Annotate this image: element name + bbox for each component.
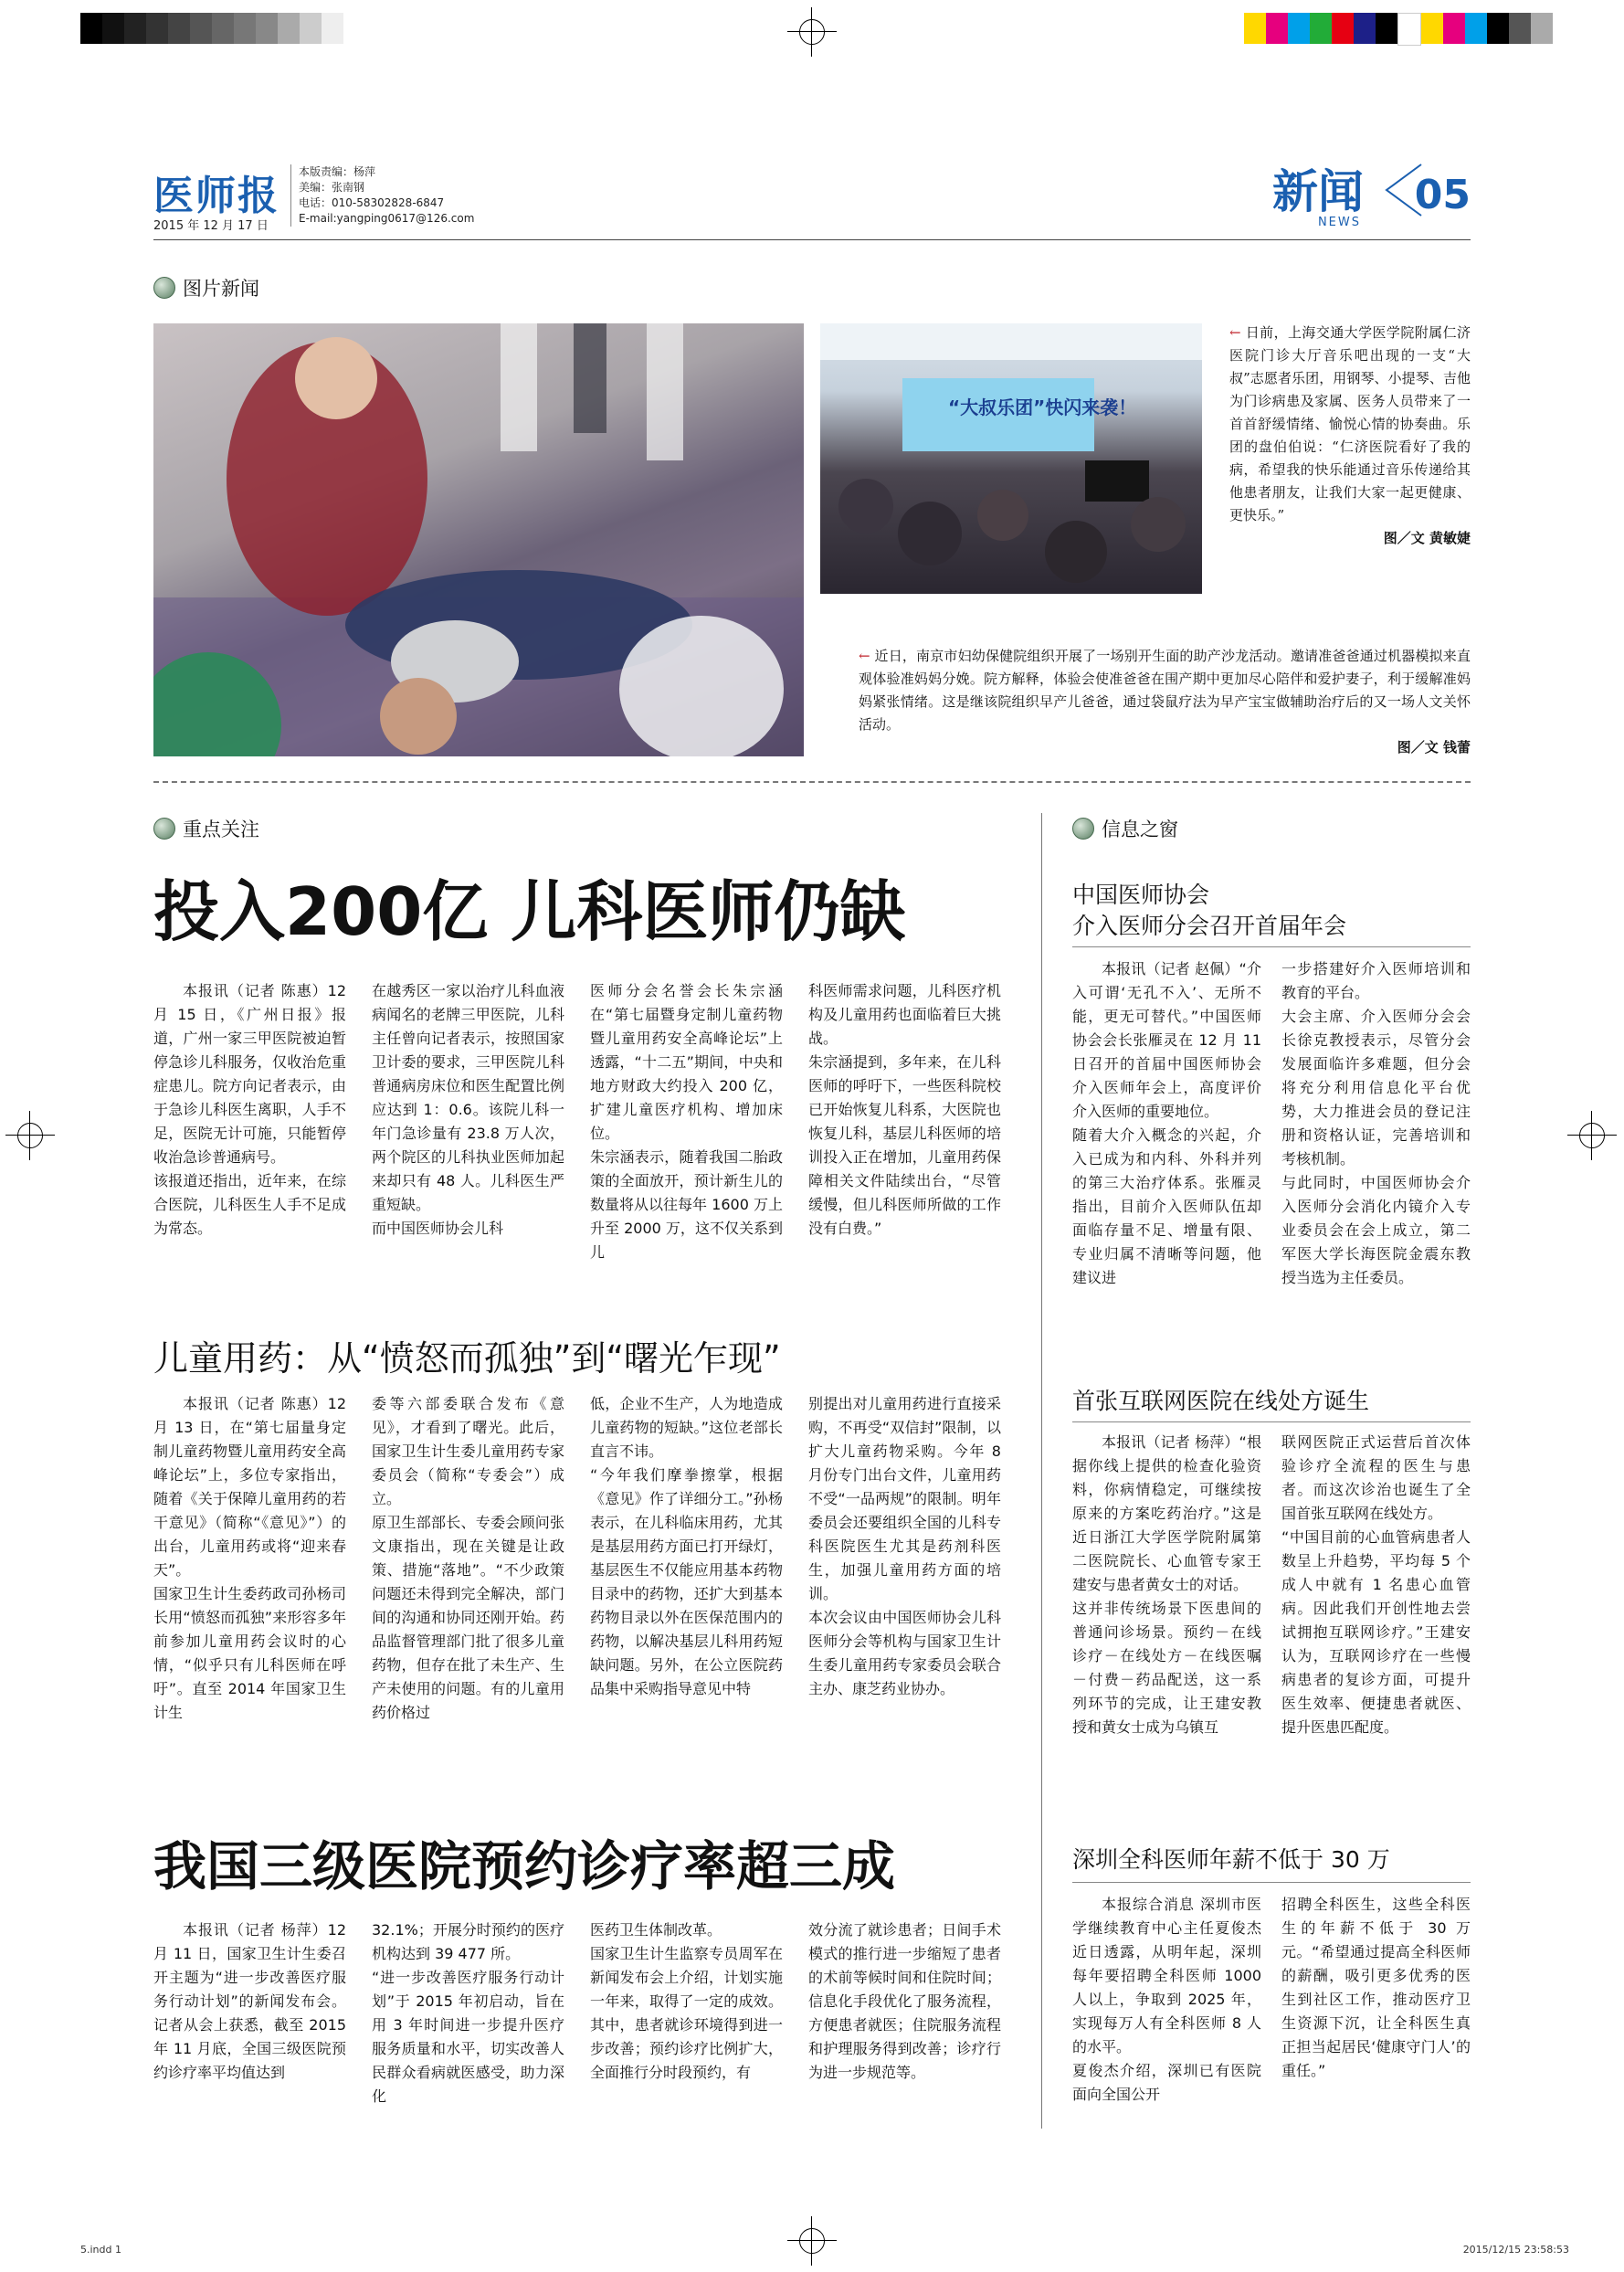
- crop-mark-top: [787, 7, 837, 57]
- editor-line: 本版责编：杨萍: [299, 165, 376, 178]
- column-divider: [1041, 813, 1042, 2129]
- article3-headline: 我国三级医院预约诊疗率超三成: [153, 1835, 896, 1897]
- crop-mark-right: [1567, 1111, 1617, 1160]
- footer-filename: 5.indd 1: [80, 2244, 121, 2256]
- article1-col-2: 在越秀区一家以治疗儿科血液病闻名的老牌三甲医院，儿科主任曾向记者表示，按照国家卫计委的要求，三甲医院儿科普通病房床位和医生配置比例应达到 1：0.6。该院儿科一年门急诊量有 23.8 万人次，两个院区的儿科执业医师加起来却只有 48 人。儿科医生严重短缺。 而中国医师协会儿科: [372, 982, 564, 1237]
- article2-col-3: 低，企业不生产，人为地造成儿童药物的短缺。”这位老部长直言不讳。 “今年我们摩拳擦掌，根据《意见》作了详细分工。”孙杨表示，在儿科临床用药，尤其是基层用药方面已打开绿灯，基层医生不仅能应用基本药物目录中的药物，还扩大到基本药物目录以外在医保范围内的药物，以解决基层儿科用药短缺问题。另外，在公立医院药品集中采购指导意见中特: [590, 1395, 783, 1697]
- article2-body: [153, 1392, 1001, 1725]
- bullet-dot-icon: [153, 277, 175, 299]
- editor-line: E-mail:yangping0617@126.com: [299, 212, 475, 225]
- info-article3-body: [1072, 1893, 1471, 2107]
- info-article3-col-2: 招聘全科医生，这些全科医生的年薪不低于 30 万元。“希望通过提高全科医师的薪酬，吸引更多优秀的医生到社区工作，推动医疗卫生资源下沉，让全科医生真正担当起居民‘健康守门人’的重任。”: [1281, 1896, 1471, 2079]
- article2-col-4: 别提出对儿童用药进行直接采购，不再受“双信封”限制，以扩大儿童药物采购。今年 8 月份专门出台文件，儿童用药不受“一品两规”的限制。明年委员会还要组织全国的儿科专科医院医生尤其是药剂科医生，加强儿童用药方面的培训。 本次会议由中国医师协会儿科医师分会等机构与国家卫生计生委儿童用药专家委员会联合主办、康芝药业协办。: [808, 1395, 1001, 1697]
- registration-color-bar: [1244, 13, 1553, 44]
- issue-date: 2015 年 12 月 17 日: [153, 219, 269, 233]
- info-article2-col-2: 联网医院正式运营后首次体验诊疗全流程的医生与患者。而这次诊治也诞生了全国首张互联网在线处方。 “中国目前的心血管病患者人数呈上升趋势，平均每 5 个成人中就有 1 名患心血管病。因此我们开创性地去尝试拥抱互联网诊疗。”王建安认为，互联网诊疗在一些慢病患者的复诊方面，可提升医生效率、便捷患者就医、提升医患匹配度。: [1281, 1433, 1471, 1736]
- info-article1-col-1: 本报讯（记者 赵佩）“介入可谓‘无孔不入’、无所不能，更无可替代。”中国医师协会会长张雁灵在 12 月 11 日召开的首届中国医师协会介入医师年会上，高度评价介入医师的重要地位。 随着大介入概念的兴起，介入已成为和内科、外科并列的第三大治疗体系。张雁灵指出，目前介入医师队伍却面临存量不足、增量有限、专业归属不清晰等问题，他建议进: [1072, 960, 1261, 1286]
- focus-label: 重点关注: [153, 815, 259, 842]
- info-article2-col-1: 本报讯（记者 杨萍）“根据你线上提供的检查化验资料，你病情稳定，可继续按原来的方案吃药治疗。”这是近日浙江大学医学院附属第二医院院长、心血管专家王建安与患者黄女士的对话。 这并非传统场景下医患间的普通问诊场景。预约－在线诊疗－在线处方－在线医嘱－付费－药品配送，这一系列环节的完成，让王建安教授和黄女士成为乌镇互: [1072, 1433, 1261, 1736]
- article3-col-2: 32.1%；开展分时预约的医疗机构达到 39 477 所。 “进一步改善医疗服务行动计划”于 2015 年初启动，旨在用 3 年时间进一步提升医疗服务质量和水平，切实改善人民群众看病就医感受，助力深化: [372, 1921, 564, 2105]
- bullet-dot-icon: [1072, 818, 1094, 840]
- photo2-caption: ← 日前，上海交通大学医学院附属仁济医院门诊大厅音乐吧出现的一支“大叔”志愿者乐团，用钢琴、小提琴、吉他为门诊病患及家属、医务人员带来了一首首舒缓情绪、愉悦心情的协奏曲。乐团的盘伯伯说：“仁济医院看好了我的病，希望我的快乐能通过音乐传递给其他患者朋友，让我们大家一起更健康、更快乐。” 图／文 黄敏婕: [1229, 322, 1471, 550]
- info-label: 信息之窗: [1072, 815, 1178, 842]
- masthead-logo: 医师报: [153, 173, 279, 219]
- article1-col-1: 本报讯（记者 陈惠）12 月 15 日，《广州日报》报道，广州一家三甲医院被迫暂停急诊儿科服务，仅收治危重症患儿。院方向记者表示，由于急诊儿科医生离职，人手不足，医院无计可施，只能暂停收治急诊普通病号。 该报道还指出，近年来，在综合医院，儿科医生人手不足成为常态。: [153, 982, 346, 1237]
- arrow-left-icon: ←: [1229, 324, 1246, 341]
- info-article1-title-line1: 中国医师协会: [1072, 882, 1210, 908]
- info-article2-title: 首张互联网医院在线处方诞生: [1072, 1388, 1370, 1414]
- info-article1-body: [1072, 957, 1471, 1290]
- photo2-credit: 图／文 黄敏婕: [1383, 530, 1471, 546]
- info-article1-col-2: 一步搭建好介入医师培训和教育的平台。 大会主席、介入医师分会会长徐克教授表示，尽管分会发展面临许多难题，但分会将充分利用信息化平台优势，大力推进会员的登记注册和资格认证，完善培训和考核机制。 与此同时，中国医师协会介入医师分会消化内镜介入专业委员会在会上成立，第二军医大学长海医院金震东教授当选为主任委员。: [1281, 960, 1471, 1286]
- article1-body: [153, 979, 1001, 1264]
- article2-headline: 儿童用药：从“愤怒而孤独”到“曙光乍现”: [153, 1338, 781, 1379]
- article1-col-4: 科医师需求问题，儿科医疗机构及儿童用药也面临着巨大挑战。 朱宗涵提到，多年来，在儿科医师的呼吁下，一些医科院校已开始恢复儿科系，大医院也恢复儿科，基层儿科医师的培训投入正在增加，儿童用药保障相关文件陆续出台，“尽管缓慢，但儿科医师所做的工作没有白费。”: [808, 982, 1001, 1237]
- editor-line: 美编：张南钢: [299, 181, 365, 194]
- article2-col-1: 本报讯（记者 陈惠）12 月 13 日，在“第七届量身定制儿童药物暨儿童用药安全高峰论坛”上，多位专家指出，随着《关于保障儿童用药的若干意见》（简称“《意见》”）的出台，儿童用药或将“迎来春天”。 国家卫生计生委药政司孙杨司长用“愤怒而孤独”来形容多年前参加儿童用药会议时的心情，“似乎只有儿科医师在呼吁”。直至 2014 年国家卫生计生: [153, 1395, 346, 1721]
- crop-mark-bottom: [787, 2216, 837, 2266]
- article2-col-2: 委等六部委联合发布《意见》，才看到了曙光。此后，国家卫生计生委儿童用药专家委员会（简称“专委会”）成立。 原卫生部部长、专委会顾问张文康指出，现在关键是让政策、措施“落地”。“不少政策问题还未得到完全解决，部门间的沟通和协同还刚开始。药品监督管理部门批了很多儿童药物，但存在批了未生产、生产未使用的问题。有的儿童用药价格过: [372, 1395, 564, 1721]
- info-article2-rule: [1072, 1421, 1471, 1422]
- article3-col-3: 医药卫生体制改革。 国家卫生计生监察专员周军在新闻发布会上介绍，计划实施一年来，取得了一定的成效。其中，患者就诊环境得到进一步改善；预约诊疗比例扩大，全面推行分时段预约，有: [590, 1921, 783, 2081]
- arrow-left-icon: ←: [859, 648, 875, 664]
- section-title: 新闻: [1272, 164, 1364, 218]
- crop-mark-left: [5, 1111, 55, 1160]
- photo1-caption: ← 近日，南京市妇幼保健院组织开展了一场别开生面的助产沙龙活动。邀请准爸爸通过机器模拟来直观体验准妈妈分娩。院方解释，体验会使准爸爸在围产期中更加尽心陪伴和爱护妻子，利于缓解准妈妈紧张情绪。这是继该院组织早产儿爸爸，通过袋鼠疗法为早产宝宝做辅助治疗后的又一场人文关怀活动。 图／文 钱蕾: [859, 645, 1471, 759]
- photo1-credit: 图／文 钱蕾: [1397, 739, 1471, 756]
- photo-illustration: [153, 323, 804, 756]
- header-rule: [153, 239, 1471, 240]
- info-article3-col-1: 本报综合消息 深圳市医学继续教育中心主任夏俊杰近日透露，从明年起，深圳每年要招聘全科医师 1000 人以上，争取到 2025 年，实现每万人有全科医师 8 人的水平。 夏俊杰介绍，深圳已有医院面向全国公开: [1072, 1896, 1261, 2103]
- editor-info: [290, 164, 474, 227]
- photo-banner-text: “大叔乐团”快闪来袭！: [948, 396, 1137, 418]
- page-number: 05: [1414, 172, 1471, 218]
- article3-col-4: 效分流了就诊患者；日间手术模式的推行进一步缩短了患者的术前等候时间和住院时间；信息化手段优化了服务流程，方便患者就医；住院服务流程和护理服务得到改善；诊疗行为进一步规范等。: [808, 1921, 1001, 2081]
- photo-news-label: 图片新闻: [153, 274, 259, 301]
- section-subtitle: NEWS: [1317, 216, 1361, 229]
- info-article2-body: [1072, 1431, 1471, 1739]
- article3-body: [153, 1918, 1001, 2108]
- photo-illustration: [820, 323, 1202, 594]
- editor-line: 电话：010-58302828-6847: [299, 196, 445, 209]
- info-article1-rule: [1072, 946, 1471, 947]
- photo-uncle-band: [820, 323, 1202, 594]
- section-divider: [153, 781, 1471, 783]
- info-article3-title: 深圳全科医师年薪不低于 30 万: [1072, 1846, 1390, 1873]
- info-article1-title-line2: 介入医师分会召开首届年会: [1072, 913, 1347, 939]
- article1-headline: 投入200亿 儿科医师仍缺: [153, 873, 906, 950]
- photo-childbirth-simulation: [153, 323, 804, 756]
- registration-gray-bar: [80, 13, 343, 44]
- info-article3-rule: [1072, 1882, 1471, 1883]
- bullet-dot-icon: [153, 818, 175, 840]
- footer-timestamp: 2015/12/15 23:58:53: [1462, 2244, 1569, 2256]
- article3-col-1: 本报讯（记者 杨萍）12 月 11 日，国家卫生计生委召开主题为“进一步改善医疗服务行动计划”的新闻发布会。记者从会上获悉，截至 2015 年 11 月底，全国三级医院预约诊疗率平均值达到: [153, 1921, 346, 2081]
- article1-col-3: 医师分会名誉会长朱宗涵在“第七届暨身定制儿童药物暨儿童用药安全高峰论坛”上透露，“十二五”期间，中央和地方财政大约投入 200 亿，扩建儿童医疗机构、增加床位。 朱宗涵表示，随着我国二胎政策的全面放开，预计新生儿的数量将从以往每年 1600 万上升至 2000 万，这不仅关系到儿: [590, 982, 783, 1261]
